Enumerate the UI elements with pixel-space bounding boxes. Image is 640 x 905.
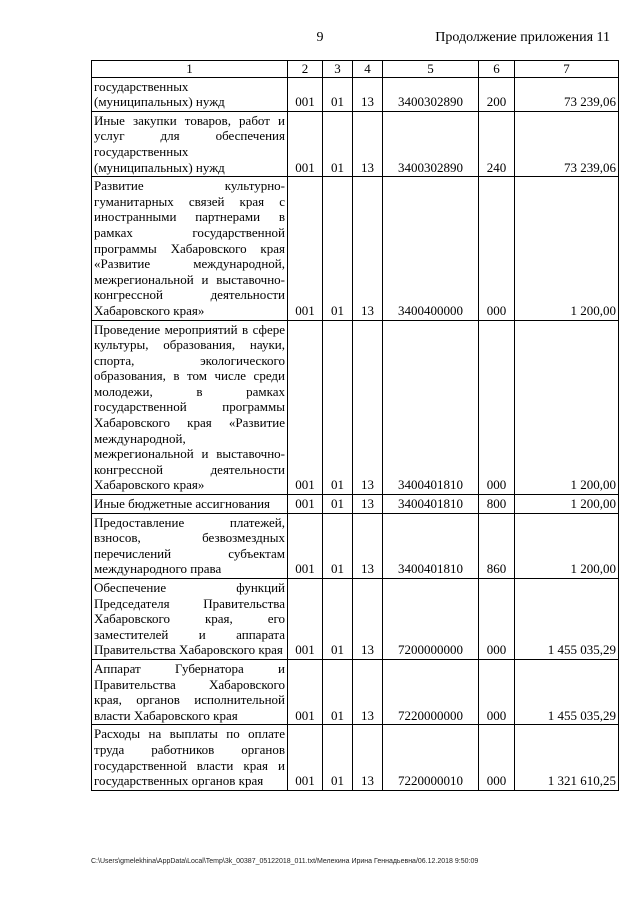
section-code: 01 [323, 111, 353, 176]
target-code: 3400302890 [383, 77, 479, 111]
expense-type-code: 000 [479, 579, 515, 660]
target-code: 7220000010 [383, 725, 479, 790]
subsection-code: 13 [353, 513, 383, 578]
expense-type-code: 000 [479, 320, 515, 495]
subsection-code: 13 [353, 579, 383, 660]
expense-type-code: 200 [479, 77, 515, 111]
subsection-code: 13 [353, 495, 383, 514]
subsection-code: 13 [353, 659, 383, 724]
amount: 1 455 035,29 [515, 579, 619, 660]
budget-table [91, 60, 619, 791]
expense-type-code: 000 [479, 177, 515, 320]
amount: 1 200,00 [515, 513, 619, 578]
column-header: 6 [479, 61, 515, 78]
continuation-label: Продолжение приложения 11 [435, 30, 610, 45]
target-code: 7220000000 [383, 659, 479, 724]
table-row [92, 513, 619, 578]
amount: 1 455 035,29 [515, 659, 619, 724]
amount: 1 200,00 [515, 320, 619, 495]
ministry-code: 001 [288, 513, 323, 578]
column-header: 4 [353, 61, 383, 78]
table-header-row [92, 61, 619, 78]
table-row [92, 725, 619, 790]
column-header: 3 [323, 61, 353, 78]
expense-type-code: 860 [479, 513, 515, 578]
target-code: 7200000000 [383, 579, 479, 660]
table-row [92, 111, 619, 176]
amount: 1 321 610,25 [515, 725, 619, 790]
section-code: 01 [323, 513, 353, 578]
section-code: 01 [323, 177, 353, 320]
page-number: 9 [316, 30, 324, 45]
table-row [92, 495, 619, 514]
ministry-code: 001 [288, 77, 323, 111]
expense-type-code: 000 [479, 659, 515, 724]
ministry-code: 001 [288, 320, 323, 495]
expense-type-code: 800 [479, 495, 515, 514]
expense-name: Развитие культурно-гуманитарных связей края с иностранными партнерами в рамках государственной программы Хабаровского края «Развитие международной, межрегиональной и выставочно-конгрессной деятельности Хабаровского края» [92, 177, 288, 320]
expense-name: государственных (муниципальных) нужд [92, 77, 288, 111]
section-code: 01 [323, 495, 353, 514]
expense-name: Аппарат Губернатора и Правительства Хабаровского края, органов исполнительной власти Хабаровского края [92, 659, 288, 724]
column-header: 7 [515, 61, 619, 78]
section-code: 01 [323, 77, 353, 111]
column-header: 2 [288, 61, 323, 78]
expense-name: Расходы на выплаты по оплате труда работников органов государственной власти края и государственных органов края [92, 725, 288, 790]
table-row [92, 177, 619, 320]
amount: 73 239,06 [515, 77, 619, 111]
section-code: 01 [323, 579, 353, 660]
table-row [92, 320, 619, 495]
subsection-code: 13 [353, 725, 383, 790]
column-header: 1 [92, 61, 288, 78]
amount: 1 200,00 [515, 495, 619, 514]
amount: 73 239,06 [515, 111, 619, 176]
expense-name: Проведение мероприятий в сфере культуры, образования, науки, спорта, экологического образования, в том числе среди молодежи, в рамках государственной программы Хабаровского края «Развитие международной, межрегиональной и выставочно-конгрессной деятельности Хабаровского края» [92, 320, 288, 495]
table-row [92, 579, 619, 660]
section-code: 01 [323, 659, 353, 724]
expense-type-code: 240 [479, 111, 515, 176]
subsection-code: 13 [353, 177, 383, 320]
subsection-code: 13 [353, 111, 383, 176]
target-code: 3400401810 [383, 320, 479, 495]
expense-name: Предоставление платежей, взносов, безвозмездных перечислений субъектам международного права [92, 513, 288, 578]
ministry-code: 001 [288, 177, 323, 320]
target-code: 3400401810 [383, 513, 479, 578]
ministry-code: 001 [288, 725, 323, 790]
target-code: 3400400000 [383, 177, 479, 320]
expense-type-code: 000 [479, 725, 515, 790]
file-path-footer: C:\Users\gmelekhina\AppData\Local\Temp\3k_00387_05122018_011.txt/Мелехина Ирина Геннадьевна/06.12.2018 9:50:09 [91, 858, 479, 865]
section-code: 01 [323, 725, 353, 790]
ministry-code: 001 [288, 659, 323, 724]
ministry-code: 001 [288, 495, 323, 514]
expense-name: Обеспечение функций Председателя Правительства Хабаровского края, его заместителей и аппарата Правительства Хабаровского края [92, 579, 288, 660]
column-header: 5 [383, 61, 479, 78]
expense-name: Иные бюджетные ассигнования [92, 495, 288, 514]
target-code: 3400401810 [383, 495, 479, 514]
table-row [92, 77, 619, 111]
amount: 1 200,00 [515, 177, 619, 320]
subsection-code: 13 [353, 77, 383, 111]
table-row [92, 659, 619, 724]
subsection-code: 13 [353, 320, 383, 495]
expense-name: Иные закупки товаров, работ и услуг для обеспечения государственных (муниципальных) нужд [92, 111, 288, 176]
ministry-code: 001 [288, 111, 323, 176]
section-code: 01 [323, 320, 353, 495]
target-code: 3400302890 [383, 111, 479, 176]
ministry-code: 001 [288, 579, 323, 660]
